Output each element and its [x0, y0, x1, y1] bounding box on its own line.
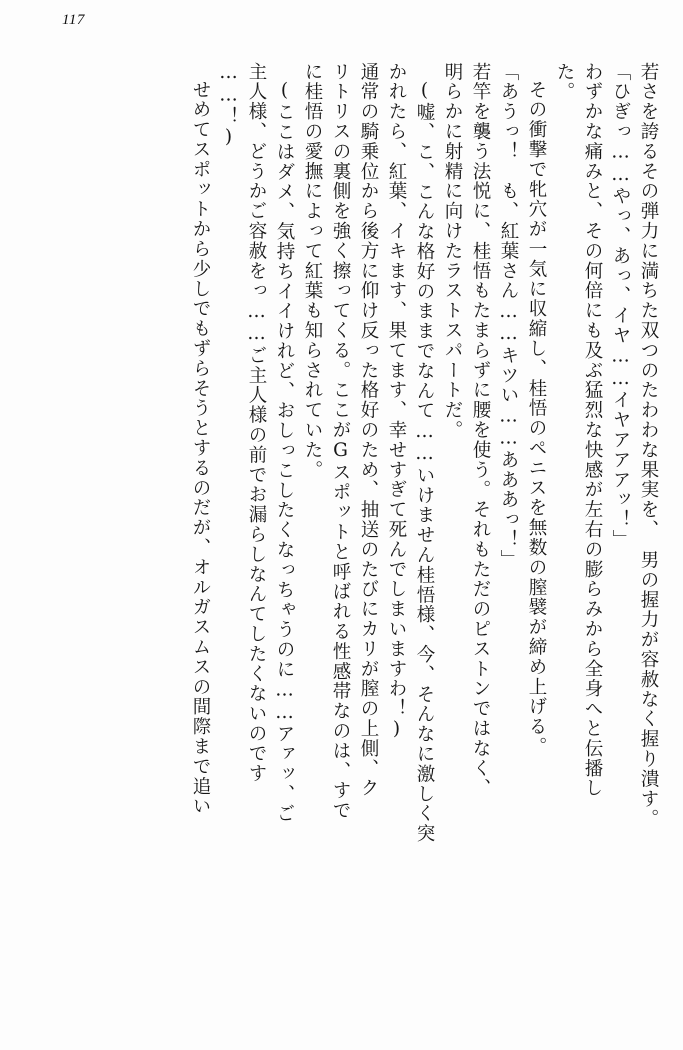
text-line: 若竿を襲う法悦に、桂悟もたまらずに腰を使う。それもただのピストンではなく、 — [470, 62, 491, 799]
text-line: (嘘、こ、こんな格好のままでなんて……いけません桂悟様、今、そんなに激しく突 — [414, 80, 435, 844]
text-line: ……！) — [218, 62, 239, 150]
text-line: に桂悟の愛撫によって紅葉も知らされていた。 — [302, 62, 323, 480]
text-line: リトリスの裏側を強く擦ってくる。ここがGスポットと呼ばれる性感帯なのは、すで — [330, 62, 351, 821]
text-line: 明らかに射精に向けたラストスパートだ。 — [442, 62, 463, 441]
text-line: た。 — [554, 62, 575, 102]
text-line: その衝撃で牝穴が一気に収縮し、桂悟のペニスを無数の膣襞が締め上げる。 — [526, 80, 547, 757]
text-line: (ここはダメ、気持ちイイけれど、おしっこしたくなっちゃうのに……アァッ、ご — [274, 80, 295, 824]
text-line: 主人様、どうかご容赦をっ……ご主人様の前でお漏らしなんてしたくないのです — [246, 62, 267, 784]
text-line: 「あうっ！ も、紅葉さん……キツい……あああっ！」 — [498, 62, 519, 570]
text-line: 若さを誇るその弾力に満ちた双つのたわわな果実を、 男の握力が容赦なく握り潰す。 — [638, 62, 659, 829]
text-line: 通常の騎乗位から後方に仰け反った格好のため、抽送のたびにカリが膣の上側、ク — [358, 62, 379, 799]
text-line: せめてスポットから少しでもずらそうとするのだが、オルガスムスの間際まで追い — [190, 80, 211, 817]
vertical-text-body — [30, 62, 657, 1028]
text-line: わずかな痛みと、その何倍にも及ぶ猛烈な快感が左右の膨らみから全身へと伝播し — [582, 62, 603, 799]
text-line: 「ひぎっ……やっ、あっ、イヤ……イヤアアアッ！」 — [610, 62, 631, 550]
page-number: 117 — [62, 12, 85, 28]
text-line: かれたら、紅葉、イキます、果てます、幸せすぎて死んでしまいますわ！) — [386, 62, 407, 742]
